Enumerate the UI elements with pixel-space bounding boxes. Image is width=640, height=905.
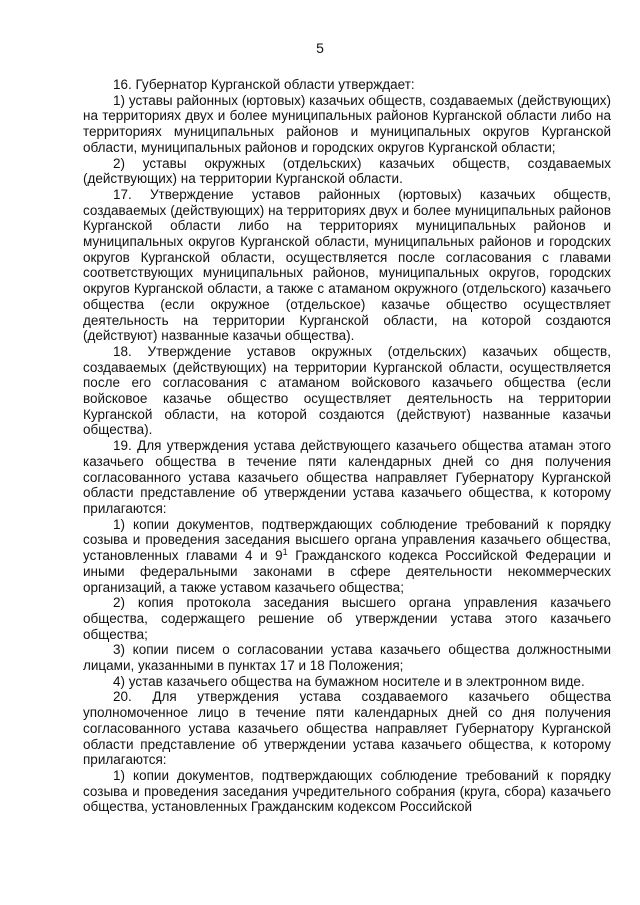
paragraph-18: 18. Утверждение уставов окружных (отдельских) казачьих обществ, создаваемых (действующих) на территории Курганской области, осуществляется после его согласования с атаманом войскового казачьего общества (если войсковое казачье общество осуществляет деятельность на территории Курганской области, на которой создаются (действуют) названные казачьи общества). [83,343,611,438]
page-number: 5 [316,40,324,56]
paragraph-16-item-1: 1) уставы районных (юртовых) казачьих обществ, создаваемых (действующих) на территориях двух и более муниципальных районов Курганской области либо на территориях муниципальных районов и муниципальных округов Курганской области, муниципальных районов и городских округов Курганской области; [83,92,611,155]
paragraph-19-item-1-text-start: 1) копии документов, подтверждающих соблюдение требований к порядку созыва и проведения заседания высшего органа управления казачьего общества, установленных главами 4 и 9 [83,516,611,564]
paragraph-16: 16. Губернатор Курганской области утверждает: [113,77,415,92]
paragraph-16-item-2: 2) уставы окружных (отдельских) казачьих обществ, создаваемых (действующих) на территории Курганской области. [83,155,611,187]
paragraph-20-item-1: 1) копии документов, подтверждающих соблюдение требований к порядку созыва и проведения заседания учредительного собрания (круга, сбора) казачьего общества, установленных Гражданским кодексом Российской [83,767,611,815]
superscript-mark: 1 [282,547,288,558]
paragraph-20: 20. Для утверждения устава создаваемого казачьего общества уполномоченное лицо в течение пяти календарных дней со дня получения согласованного устава казачьего общества направляет Губернатору Курганской области представление об утверждении устава казачьего общества, к которому прилагаются: [83,689,611,768]
document-body [83,77,611,815]
paragraph-19-item-2: 2) копия протокола заседания высшего органа управления казачьего общества, содержащего решение об утверждении устава этого казачьего общества; [83,595,611,642]
paragraph-19-item-4: 4) устав казачьего общества на бумажном носителе и в электронном виде. [113,673,585,689]
paragraph-19: 19. Для утверждения устава действующего казачьего общества атаман этого казачьего общества в течение пяти календарных дней со дня получения согласованного устава казачьего общества направляет Губернатору Курганской области представление об утверждении устава казачьего общества, к которому прилагаются: [83,438,611,516]
paragraph-19-item-1 [83,517,611,596]
paragraph-19-item-1-text-end: Гражданского кодекса Российской Федерации и иными федеральными законами в сфере деятельности некоммерческих организаций, а также уставом казачьего общества; [83,548,611,595]
paragraph-17: 17. Утверждение уставов районных (юртовых) казачьих обществ, создаваемых (действующих) на территориях двух и более муниципальных районов Курганской области либо на территориях муниципальных районов и муниципальных округов Курганской области, муниципальных районов и городских округов Курганской области, осуществляется после согласования с главами соответствующих муниципальных районов, муниципальных округов, городских округов Курганской области, а также с атаманом окружного (отдельского) казачьего общества (если окружное (отдельское) казачье общество осуществляет деятельность на территории Курганской области, на которой создаются (действуют) названные казачьи общества). [83,186,611,344]
paragraph-19-item-3: 3) копии писем о согласовании устава казачьего общества должностными лицами, указанными в пунктах 17 и 18 Положения; [83,642,611,674]
